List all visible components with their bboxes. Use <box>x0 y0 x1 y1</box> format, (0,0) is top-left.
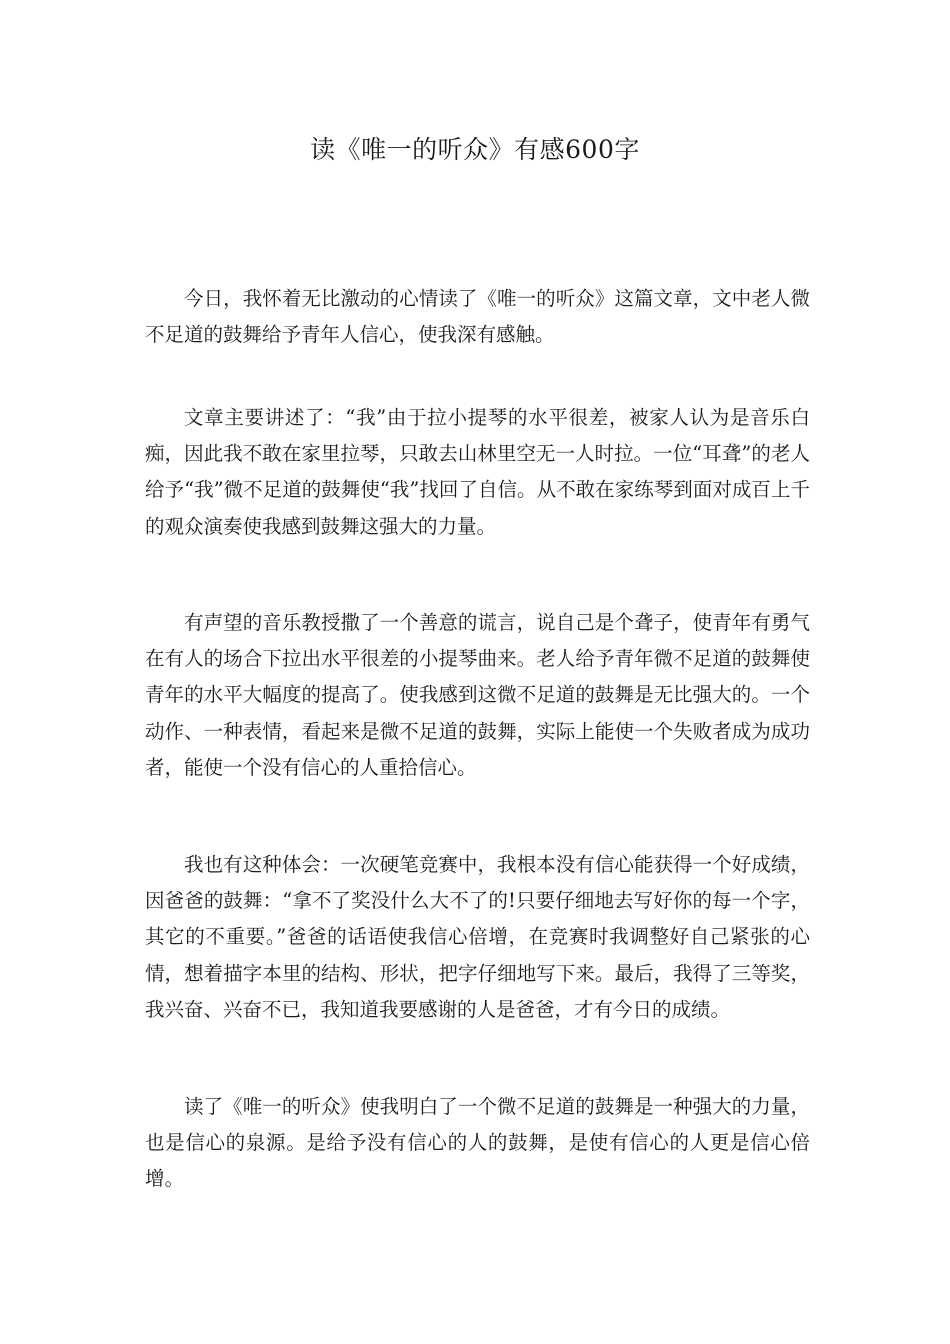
paragraph-2: 文章主要讲述了：“我”由于拉小提琴的水平很差，被家人认为是音乐白痴，因此我不敢在家里拉琴，只敢去山林里空无一人时拉。一位“耳聋”的老人给予“我”微不足道的鼓舞使“我”找回了自信。从不敢在家练琴到面对成百上千的观众演奏使我感到鼓舞这强大的力量。 <box>145 405 810 538</box>
document-title: 读《唯一的听众》有感600字 <box>310 135 640 164</box>
paragraph-3: 有声望的音乐教授撒了一个善意的谎言，说自己是个聋子，使青年有勇气在有人的场合下拉出水平很差的小提琴曲来。老人给予青年微不足道的鼓舞使青年的水平大幅度的提高了。使我感到这微不足道的鼓舞是无比强大的。一个动作、一种表情，看起来是微不足道的鼓舞，实际上能使一个失败者成为成功者，能使一个没有信心的人重拾信心。 <box>145 610 810 780</box>
paragraph-1: 今日，我怀着无比激动的心情读了《唯一的听众》这篇文章，文中老人微不足道的鼓舞给予青年人信心，使我深有感触。 <box>145 286 810 346</box>
paragraph-5: 读了《唯一的听众》使我明白了一个微不足道的鼓舞是一种强大的力量，也是信心的泉源。是给予没有信心的人的鼓舞，是使有信心的人更是信心倍增。 <box>145 1094 810 1191</box>
paragraph-4: 我也有这种体会：一次硬笔竞赛中，我根本没有信心能获得一个好成绩，因爸爸的鼓舞：“拿不了奖没什么大不了的!只要仔细地去写好你的每一个字，其它的不重要。”爸爸的话语使我信心倍增，在竞赛时我调整好自己紧张的心情，想着描字本里的结构、形状，把字仔细地写下来。最后，我得了三等奖，我兴奋、兴奋不已，我知道我要感谢的人是爸爸，才有今日的成绩。 <box>145 852 810 1022</box>
